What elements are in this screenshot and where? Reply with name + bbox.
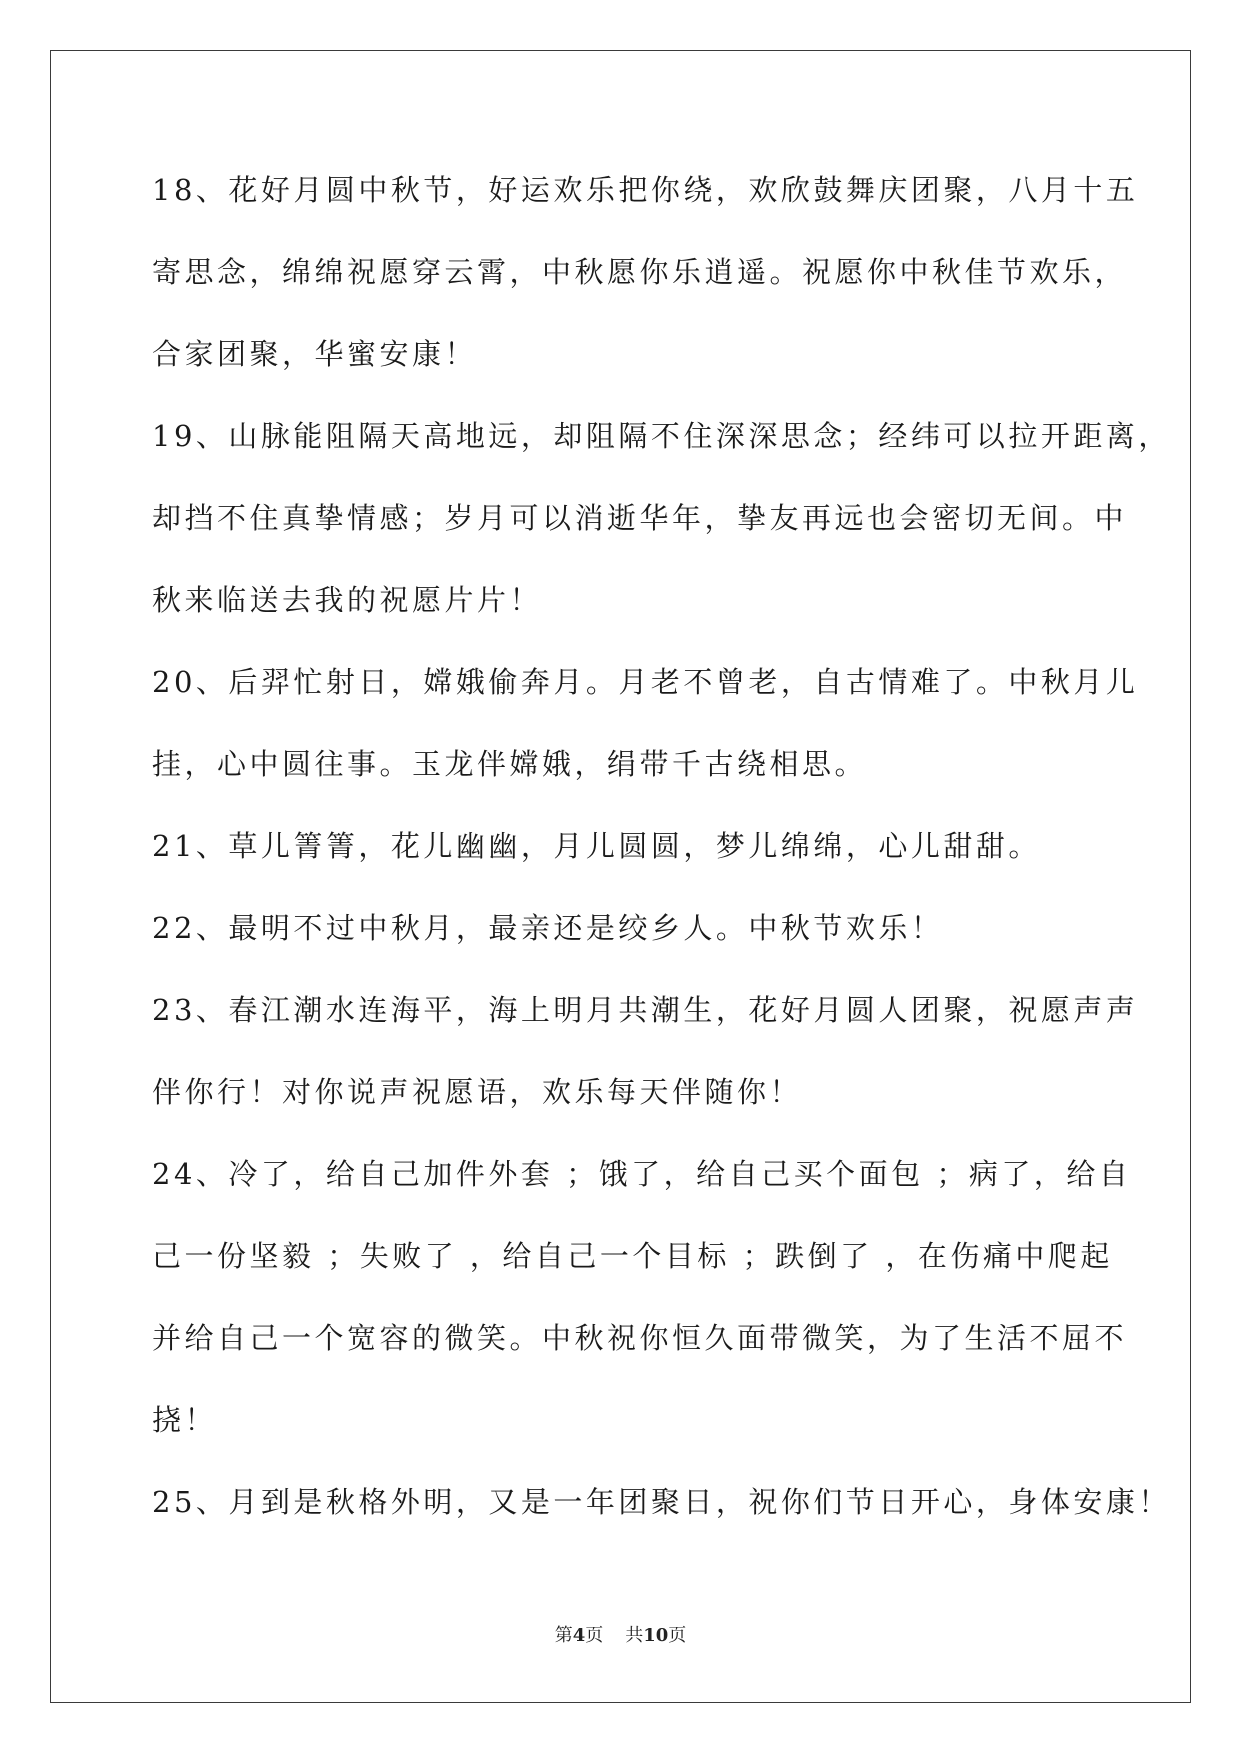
text-line: 22、最明不过中秋月，最亲还是绞乡人。中秋节欢乐！ [152,911,944,945]
text-line: 23、春江潮水连海平，海上明月共潮生，花好月圆人团聚，祝愿声声 [152,993,1139,1027]
document-body [152,160,1171,1554]
total-prefix: 共 [625,1625,644,1646]
text-line: 25、月到是秋格外明，又是一年团聚日，祝你们节日开心，身体安康！ [152,1485,1171,1519]
page-prefix: 第 [554,1625,573,1646]
total-pages: 10 [643,1625,669,1646]
text-line: 寄思念，绵绵祝愿穿云霄，中秋愿你乐逍遥。祝愿你中秋佳节欢乐， [152,255,1128,289]
text-line: 伴你行！对你说声祝愿语，欢乐每天伴随你！ [152,1075,803,1109]
page-footer [0,1621,1241,1647]
text-line: 20、后羿忙射日，嫦娥偷奔月。月老不曾老，自古情难了。中秋月儿 [152,665,1139,699]
text-line: 合家团聚，华蜜安康！ [152,337,478,371]
text-line: 21、草儿箐箐，花儿幽幽，月儿圆圆，梦儿绵绵，心儿甜甜。 [152,829,1041,863]
text-line: 秋来临送去我的祝愿片片！ [152,583,543,617]
text-line: 却挡不住真挚情感；岁月可以消逝华年，挚友再远也会密切无间。中 [152,501,1128,535]
text-line: 并给自己一个宽容的微笑。中秋祝你恒久面带微笑，为了生活不屈不 [152,1321,1128,1355]
text-line: 挂，心中圆往事。玉龙伴嫦娥，绢带千古绕相思。 [152,747,868,781]
page-number: 4 [572,1625,586,1646]
text-line: 19、山脉能阻隔天高地远，却阻隔不住深深思念；经纬可以拉开距离， [152,419,1171,453]
total-suffix: 页 [668,1625,687,1646]
page-suffix: 页 [585,1625,604,1646]
text-line: 己一份坚毅 ；失败了 ，给自己一个目标 ；跌倒了 ，在伤痛中爬起 [152,1239,1113,1273]
text-line: 18、花好月圆中秋节，好运欢乐把你绕，欢欣鼓舞庆团聚，八月十五 [152,173,1139,207]
text-line: 挠！ [152,1403,218,1437]
text-line: 24、冷了，给自己加件外套 ；饿了，给自己买个面包 ；病了，给自 [152,1157,1132,1191]
